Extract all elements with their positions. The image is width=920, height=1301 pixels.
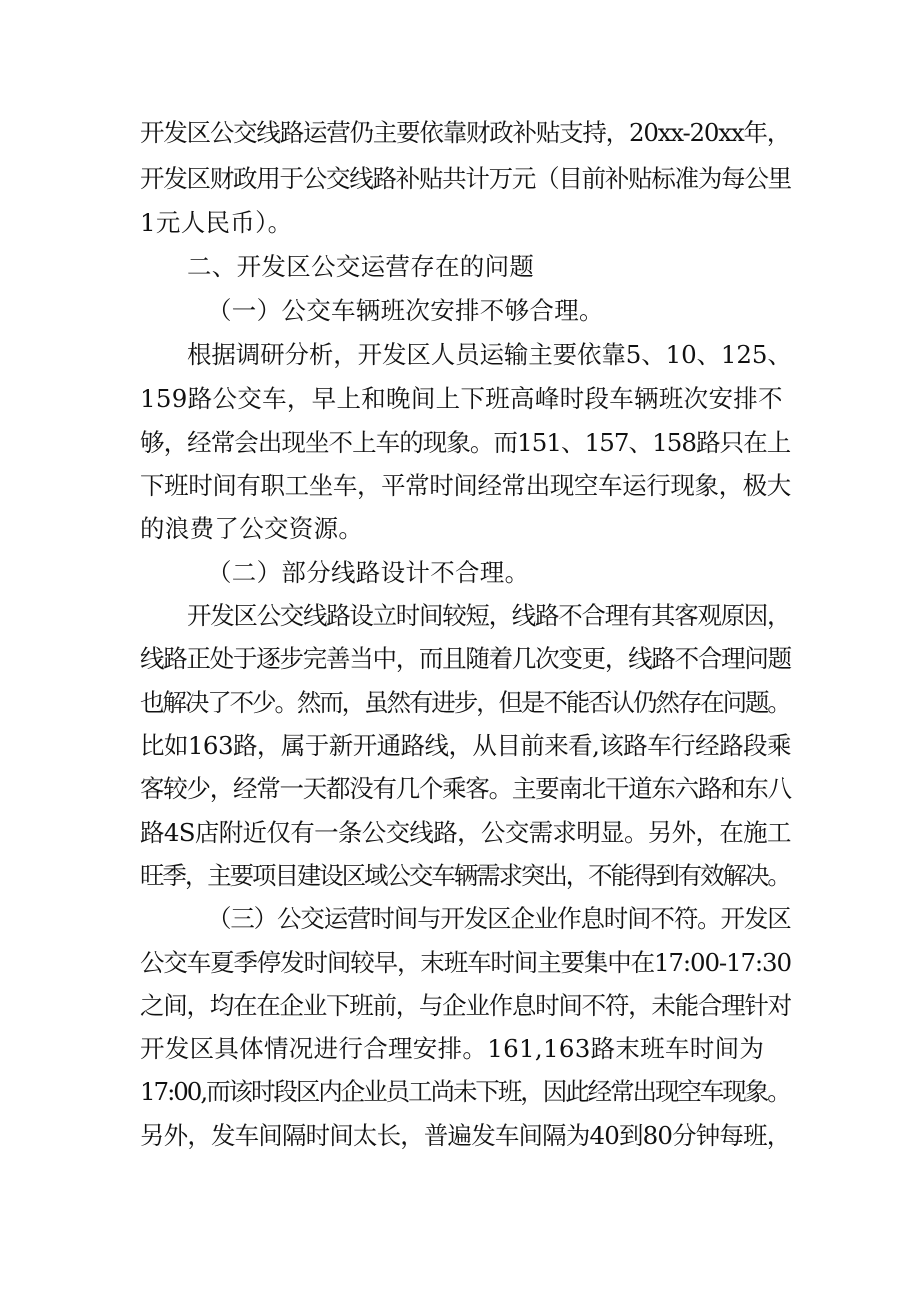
body-text-line: 开发区公交线路设立时间较短，线路不合理有其客观原因，: [187, 601, 791, 630]
subsection-heading: （三）公交运营时间与开发区企业作息时间不符。开发区: [207, 904, 791, 933]
body-text-line: 也解决了不少。然而，虽然有进步，但是不能否认仍然存在问题。: [140, 688, 790, 717]
body-text-line: 另外，发车间隔时间太长，普遍发车间隔为40到80分钟每班，: [140, 1121, 791, 1150]
body-text-line: 客较少，经常一天都没有几个乘客。主要南北干道东六路和东八: [140, 774, 791, 803]
body-text-line: 旺季，主要项目建设区域公交车辆需求突出，不能得到有效解决。: [140, 861, 790, 890]
body-text-line: 下班时间有职工坐车，平常时间经常出现空车运行现象，极大: [140, 471, 791, 500]
body-text-line: 路4S店附近仅有一条公交线路，公交需求明显。另外，在施工: [140, 818, 791, 847]
section-heading: 二、开发区公交运营存在的问题: [187, 252, 535, 281]
body-text-line: 1元人民币）。: [140, 208, 293, 237]
body-text-line: 线路正处于逐步完善当中，而且随着几次变更，线路不合理问题: [140, 644, 791, 673]
body-text-line: 17:00,而该时段区内企业员工尚未下班，因此经常出现空车现象。: [140, 1077, 790, 1106]
body-text-line: 够，经常会出现坐不上车的现象。而151、157、158路只在上: [140, 428, 791, 457]
body-text-line: 开发区公交线路运营仍主要依靠财政补贴支持，20xx-20xx年，: [140, 118, 791, 147]
body-text-line: 根据调研分析，开发区人员运输主要依靠5、10、125、: [187, 340, 792, 369]
body-text-line: 之间，均在在企业下班前，与企业作息时间不符，未能合理针对: [140, 991, 791, 1020]
body-text-line: 开发区具体情况进行合理安排。161,163路末班车时间为: [140, 1034, 765, 1063]
subsection-heading: （一）公交车辆班次安排不够合理。: [207, 296, 604, 325]
body-text-line: 比如163路，属于新开通路线，从目前来看,该路车行经路段乘: [140, 731, 791, 760]
body-text-line: 的浪费了公交资源。: [140, 514, 364, 543]
body-text-line: 开发区财政用于公交线路补贴共计万元（目前补贴标准为每公里: [140, 164, 791, 193]
body-text-line: 159路公交车，早上和晚间上下班高峰时段车辆班次安排不: [140, 384, 783, 413]
subsection-heading: （二）部分线路设计不合理。: [207, 558, 530, 587]
body-text-line: 公交车夏季停发时间较早，末班车时间主要集中在17:00-17:30: [140, 948, 791, 977]
